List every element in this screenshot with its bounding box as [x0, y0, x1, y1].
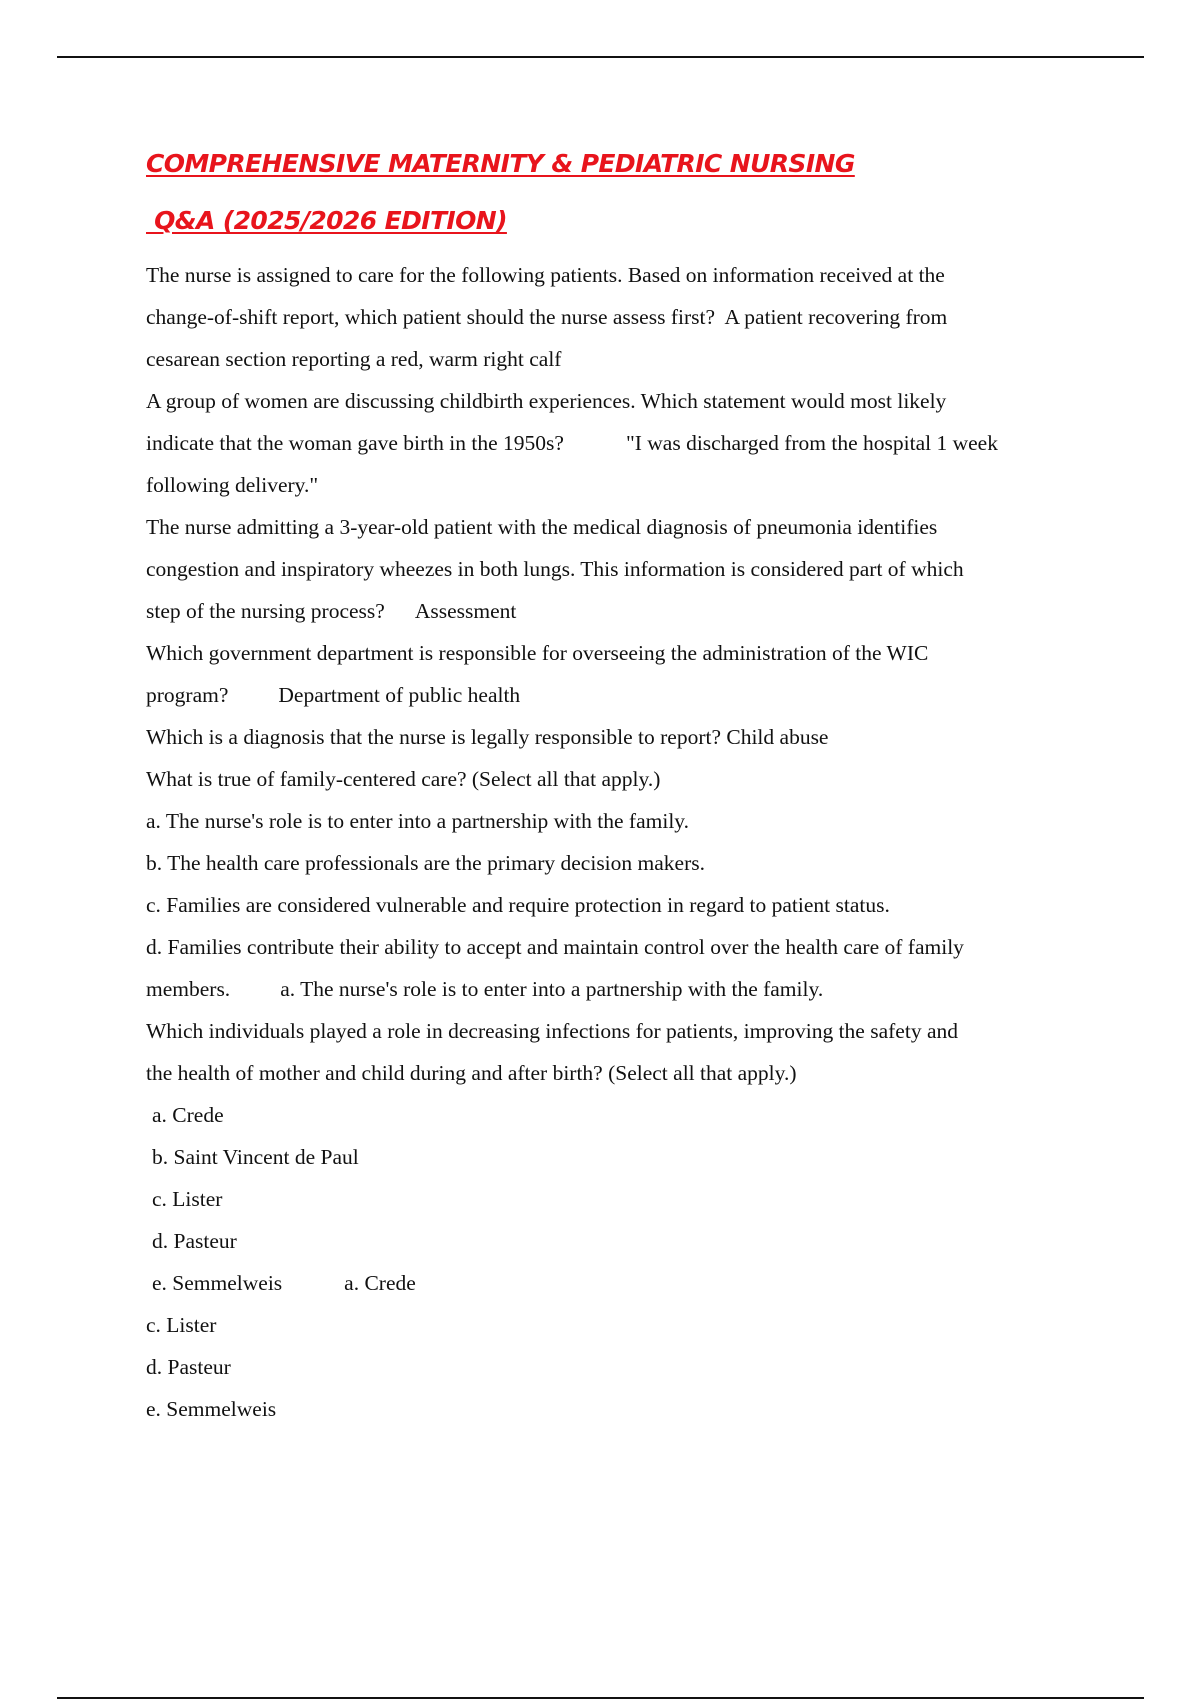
- question-7-option-c: c. Lister: [152, 1187, 223, 1211]
- question-7-answer-e: e. Semmelweis: [146, 1397, 277, 1421]
- question-6-option-d-end: members.: [146, 977, 231, 1001]
- question-3-stem-end: step of the nursing process?: [146, 599, 385, 623]
- question-2-line-3: following delivery.": [146, 473, 319, 497]
- question-6-option-a: a. The nurse's role is to enter into a partnership with the family.: [146, 809, 690, 833]
- question-7-option-e: e. Semmelweis: [152, 1271, 283, 1295]
- document-body: [146, 254, 1096, 1430]
- question-3-line-2: congestion and inspiratory wheezes in both lungs. This information is considered part of which: [146, 557, 964, 581]
- question-1-line-3: cesarean section reporting a red, warm right calf: [146, 347, 562, 371]
- question-1-line-1: The nurse is assigned to care for the following patients. Based on information received at the: [146, 263, 945, 287]
- question-7-option-a: a. Crede: [152, 1103, 224, 1127]
- header-rule: [57, 56, 1144, 58]
- question-7-answer-c: c. Lister: [146, 1313, 217, 1337]
- document-title-line-2: Q&A (2025/2026 EDITION): [146, 206, 507, 235]
- question-7-answer-a: a. Crede: [344, 1271, 416, 1295]
- question-6-stem: What is true of family-centered care? (Select all that apply.): [146, 767, 661, 791]
- question-6-option-b: b. The health care professionals are the primary decision makers.: [146, 851, 705, 875]
- question-6-option-d-line-2: [146, 968, 1096, 1010]
- question-6-answer: a. The nurse's role is to enter into a partnership with the family.: [280, 977, 824, 1001]
- question-4-stem-end: program?: [146, 683, 229, 707]
- question-7-line-2: the health of mother and child during and after birth? (Select all that apply.): [146, 1061, 797, 1085]
- question-7-answer-d: d. Pasteur: [146, 1355, 231, 1379]
- question-3-line-1: The nurse admitting a 3-year-old patient with the medical diagnosis of pneumonia identifies: [146, 515, 938, 539]
- question-4-line-2: [146, 674, 1096, 716]
- question-2-line-2: [146, 422, 1096, 464]
- question-1-line-2: change-of-shift report, which patient should the nurse assess first? A patient recovering from: [146, 305, 948, 329]
- question-7-option-d: d. Pasteur: [152, 1229, 237, 1253]
- document-title-line-1: COMPREHENSIVE MATERNITY & PEDIATRIC NURSING: [146, 149, 855, 178]
- question-2-answer: "I was discharged from the hospital 1 week: [625, 431, 998, 455]
- question-7-option-e-line: [146, 1262, 1096, 1304]
- question-6-option-c: c. Families are considered vulnerable and require protection in regard to patient status.: [146, 893, 890, 917]
- question-7-line-1: Which individuals played a role in decreasing infections for patients, improving the safety and: [146, 1019, 958, 1043]
- question-5: Which is a diagnosis that the nurse is legally responsible to report? Child abuse: [146, 725, 829, 749]
- question-7-option-b: b. Saint Vincent de Paul: [152, 1145, 359, 1169]
- question-6-option-d-line-1: d. Families contribute their ability to accept and maintain control over the health care of family: [146, 935, 964, 959]
- question-3-line-3: [146, 590, 1096, 632]
- question-2-stem-end: indicate that the woman gave birth in the 1950s?: [146, 431, 564, 455]
- footer-rule: [57, 1697, 1144, 1699]
- question-4-line-1: Which government department is responsible for overseeing the administration of the WIC: [146, 641, 929, 665]
- question-4-answer: Department of public health: [278, 683, 521, 707]
- question-3-answer: Assessment: [414, 599, 517, 623]
- question-2-line-1: A group of women are discussing childbirth experiences. Which statement would most likely: [146, 389, 947, 413]
